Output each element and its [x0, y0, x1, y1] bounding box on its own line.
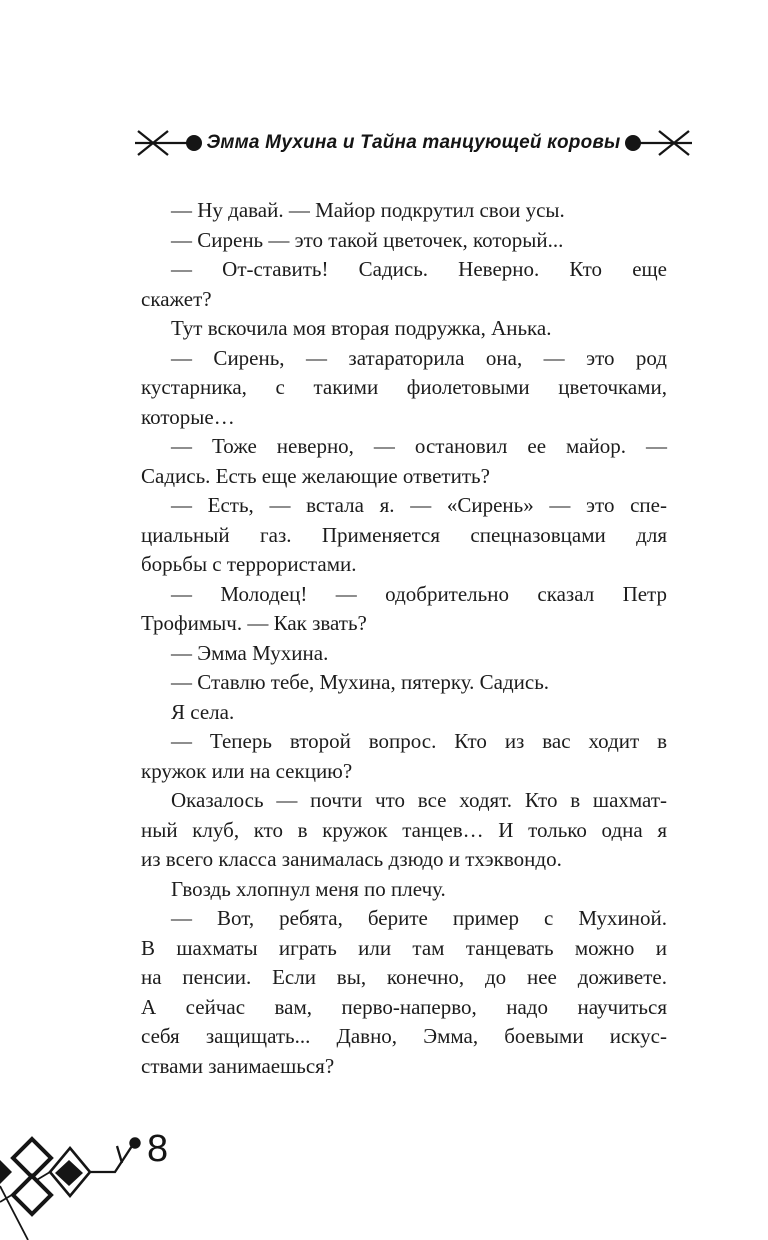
- text-line: — Ну давай. — Майор подкрутил свои усы.: [171, 198, 565, 222]
- text-line: — Теперь второй вопрос. Кто из вас ходит в: [171, 729, 667, 753]
- paragraph: [141, 344, 667, 433]
- text-line: — Молодец! — одобрительно сказал Петр: [171, 581, 667, 606]
- text-line: В шахматы играть или там танцевать можно и: [141, 935, 667, 960]
- text-line: Я села.: [171, 699, 235, 724]
- text-line: себя защищать... Давно, Эмма, боевыми искус-: [141, 1024, 667, 1048]
- header-ornament-right-icon: [622, 128, 692, 158]
- text-line: — Сирень — это такой цветочек, который...: [171, 227, 564, 252]
- header-ornament-left-icon: [135, 128, 205, 158]
- text-line: А сейчас вам, перво-наперво, надо научиться: [141, 994, 667, 1019]
- running-title: Эмма Мухина и Тайна танцующей коровы: [206, 132, 621, 153]
- body-text: [141, 196, 667, 1081]
- text-line: из всего класса занималась дзюдо и тхэквондо.: [141, 847, 562, 871]
- text-line: Садись. Есть еще желающие ответить?: [141, 463, 490, 488]
- footer-diamond-ornament-icon: [0, 1128, 170, 1240]
- text-line: — Ставлю тебе, Мухина, пятерку. Садись.: [171, 670, 550, 694]
- paragraph: [141, 875, 667, 905]
- paragraph: [141, 668, 667, 698]
- text-line: Трофимыч. — Как звать?: [141, 611, 367, 635]
- text-line: кружок или на секцию?: [141, 758, 353, 783]
- paragraph: [141, 491, 667, 580]
- text-line: Оказалось — почти что все ходят. Кто в шахмат-: [171, 788, 667, 812]
- paragraph: [141, 432, 667, 491]
- paragraph: [141, 786, 667, 875]
- text-line: циальный газ. Применяется спецназовцами для: [141, 522, 667, 547]
- text-line: — Тоже неверно, — остановил ее майор. —: [171, 434, 667, 458]
- text-line: ствами занимаешься?: [141, 1053, 335, 1078]
- text-line: борьбы с террористами.: [141, 552, 357, 576]
- paragraph: [141, 639, 667, 669]
- text-line: скажет?: [141, 286, 212, 311]
- paragraph: [141, 196, 667, 226]
- page-number: 8: [147, 1128, 169, 1170]
- text-line: Тут вскочила моя вторая подружка, Анька.: [171, 316, 552, 340]
- text-line: которые…: [141, 404, 235, 429]
- text-line: Гвоздь хлопнул меня по плечу.: [171, 876, 446, 901]
- text-line: кустарника, с такими фиолетовыми цветочками,: [141, 375, 667, 399]
- text-line: — Сирень, — затараторила она, — это род: [171, 345, 667, 370]
- text-line: ный клуб, кто в кружок танцев… И только одна я: [141, 817, 667, 842]
- paragraph: [141, 580, 667, 639]
- paragraph: [141, 698, 667, 728]
- text-line: — Вот, ребята, берите пример с Мухиной.: [171, 906, 667, 930]
- text-line: — Эмма Мухина.: [171, 640, 329, 665]
- text-line: — Есть, — встала я. — «Сирень» — это спе-: [171, 493, 667, 517]
- running-header: [135, 127, 692, 159]
- text-line: на пенсии. Если вы, конечно, до нее доживете.: [141, 965, 667, 989]
- paragraph: [141, 904, 667, 1081]
- paragraph: [141, 314, 667, 344]
- text-line: — От-ставить! Садись. Неверно. Кто еще: [171, 257, 667, 281]
- paragraph: [141, 226, 667, 256]
- paragraph: [141, 255, 667, 314]
- paragraph: [141, 727, 667, 786]
